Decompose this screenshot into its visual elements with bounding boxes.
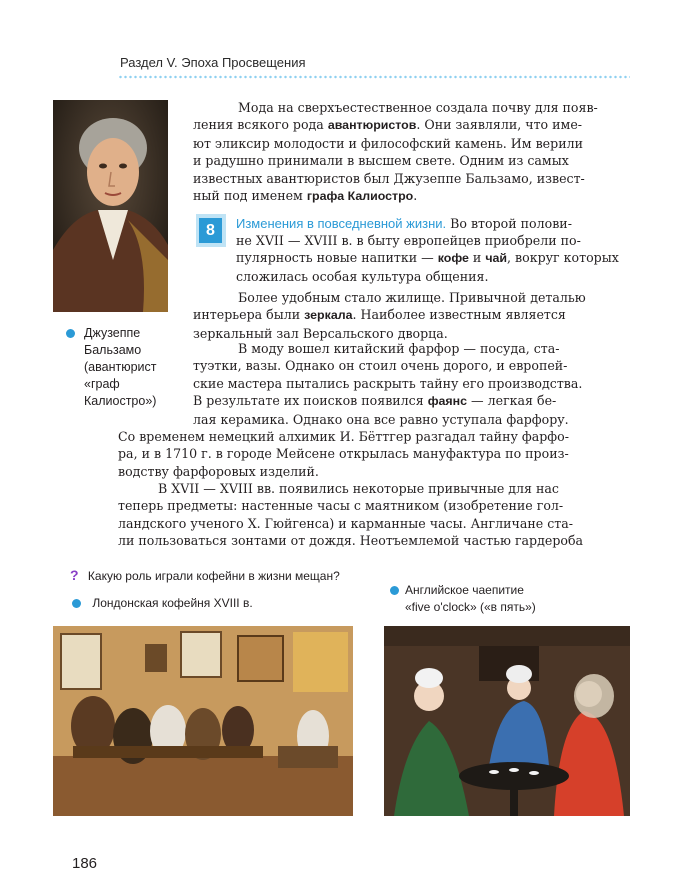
text-line: В моду вошел китайский фарфор — посуда, ста- (238, 341, 560, 356)
section-number-badge: 8 (199, 218, 222, 243)
text-line: Со временем немецкий алхимик И. Бёттгер разгадал тайну фарфо- (118, 429, 570, 444)
question-row (70, 567, 340, 583)
key-term: чай (485, 251, 508, 266)
text-line: известных авантюристов был Джузеппе Бальзамо, извест- (193, 170, 585, 186)
caption-line: Джузеппе (84, 326, 141, 340)
question-text: Какую роль играли кофейни в жизни мещан? (87, 569, 340, 583)
text-line: зеркальный зал Версальского дворца. (193, 325, 448, 341)
text-line: и радушно принимали в высшем свете. Одним из самых (193, 153, 569, 169)
paragraph-mirrors (193, 289, 586, 342)
text-line: ра, и в 1710 г. в городе Мейсене открылась мануфактура по произ- (118, 446, 569, 462)
bullet-icon (66, 329, 75, 338)
text-line: пулярность новые напитки — кофе и чай, вокруг которых (236, 250, 619, 266)
text-line: В результате их поисков появился фаянс — легкая бе- (193, 393, 557, 409)
paragraph-porcelain (193, 340, 582, 428)
bullet-icon (390, 586, 399, 595)
tea-painting (384, 626, 630, 816)
text-line: ют эликсир молодости и философский камень. Им верили (193, 135, 583, 151)
paragraph-adventurers (193, 99, 598, 205)
coffeehouse-caption-text: Лондонская кофейня XVIII в. (92, 596, 253, 610)
tea-caption-line: «five o'clock» («в пять») (405, 600, 536, 614)
caption-line: «граф (84, 377, 120, 391)
key-term: фаянс (427, 394, 468, 409)
caption-line: (авантюрист (84, 360, 157, 374)
bullet-icon (72, 599, 81, 608)
header-divider (118, 75, 630, 79)
text-line: ли пользоваться зонтами от дождя. Неотъемлемой частью гардероба (118, 533, 584, 549)
paragraph-everyday-items (118, 480, 583, 550)
tea-caption-line: Английское чаепитие (405, 583, 524, 597)
text-line: В XVII — XVIII вв. появились некоторые привычные для нас (158, 481, 559, 496)
text-line: интерьера были зеркала. Наиболее известным является (193, 307, 566, 323)
portrait-image (53, 100, 168, 312)
text-line: не XVII — XVIII в. в быту европейцев приобрели по- (236, 233, 581, 248)
coffeehouse-painting (53, 626, 353, 816)
text-line: Мода на сверхъестественное создала почву для появ- (238, 100, 598, 115)
text-line: водству фарфоровых изделий. (118, 463, 319, 479)
key-term: зеркала (304, 308, 353, 323)
key-term: графа Калиостро (306, 189, 414, 204)
text-line: теперь предметы: настенные часы с маятником (изобретение гол- (118, 498, 564, 514)
key-term: кофе (437, 251, 469, 266)
key-term: авантюристов (327, 118, 417, 133)
text-line: ландского ученого Х. Гюйгенса) и карманные часы. Англичане ста- (118, 515, 574, 531)
heading-continuation: Во второй полови- (446, 216, 572, 231)
paragraph-drinks (236, 232, 619, 285)
section-heading: Изменения в повседневной жизни. (236, 216, 447, 231)
paragraph-meissen (118, 428, 569, 480)
text-line: туэтки, вазы. Однако он стоил очень дорого, и европей- (193, 358, 568, 374)
text-line: ный под именем графа Калиостро. (193, 188, 418, 204)
coffeehouse-caption (72, 596, 253, 610)
text-line: ские мастера пытались раскрыть тайну его производства. (193, 375, 583, 391)
text-line: сложилась особая культура общения. (236, 268, 489, 284)
page-number: 186 (72, 855, 98, 872)
text-line: Более удобным стало жилище. Привычной деталью (238, 290, 586, 305)
text-line: ления всякого рода авантюристов. Они заявляли, что име- (193, 117, 583, 133)
text-line: лая керамика. Однако она все равно уступала фарфору. (193, 411, 569, 427)
section-heading-line (236, 215, 572, 232)
section-title: Раздел V. Эпоха Просвещения (120, 55, 306, 70)
caption-line: Калиостро») (84, 394, 157, 408)
question-mark-icon: ? (70, 567, 79, 583)
caption-line: Бальзамо (84, 343, 142, 357)
